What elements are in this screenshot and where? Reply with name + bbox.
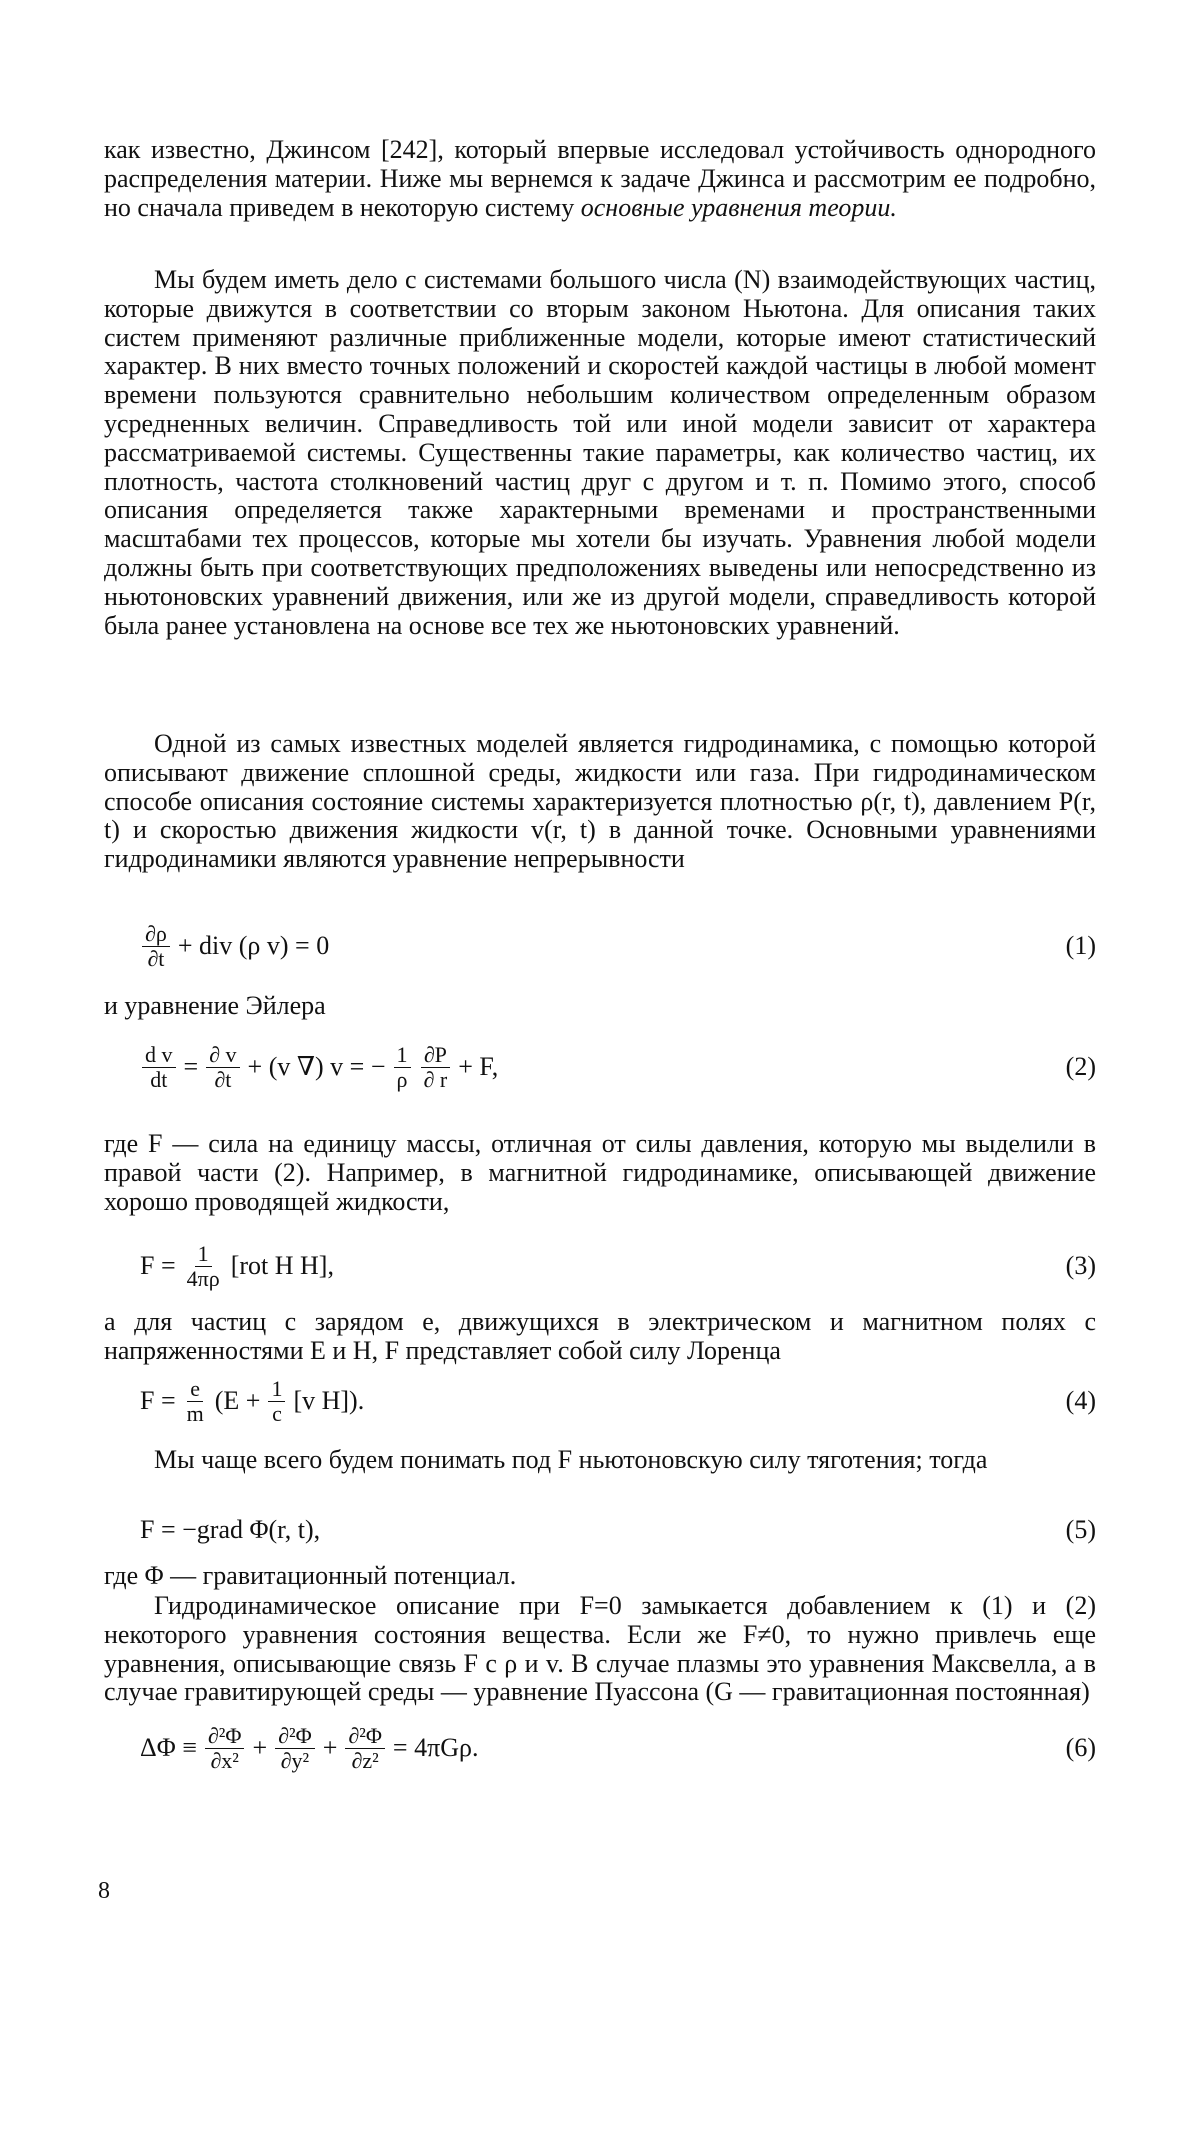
paragraph-models: Мы будем иметь дело с системами большого числа (N) взаимодействующих частиц, которые движутся в соответствии со вторым законом Ньютона. Для описания таких систем применяют различные приближенные модели, которые имеют статистический характер. В них вместо точных положений и скоростей каждой частицы в любой момент времени пользуются сравнительно небольшим количеством определенным образом усредненных величин. Справедливость той или иной модели зависит от характера рассматриваемой системы. Существенны такие параметры, как количество частиц, их плотность, частота столкновений частиц друг с другом и т. п. Помимо этого, способ описания определяется также характерными временами и пространственными масштабами тех процессов, которые мы хотели бы изучать. Уравнения любой модели должны быть при соответствующих предположениях выведены или непосредственно из ньютоновских уравнений движения, или же из другой модели, справедливость которой была ранее установлена на основе все тех же ньютоновских уравнений. bbox=[104, 266, 1096, 640]
equation-5: F = −grad Φ(r, t), (5) bbox=[140, 1510, 1096, 1550]
page-number: 8 bbox=[98, 1878, 110, 1905]
paragraph-potential: где Φ — гравитационный потенциал. bbox=[104, 1562, 1096, 1591]
equation-3: F = 1 4πρ [rot H H], (3) bbox=[140, 1236, 1096, 1296]
paragraph-intro bbox=[104, 136, 1096, 222]
paragraph-intro-italic: основные уравнения теории. bbox=[581, 193, 897, 222]
equation-6: ΔΦ ≡ ∂²Φ ∂x² + ∂²Φ ∂y² + ∂²Φ ∂z² = 4πGρ. (6) bbox=[140, 1718, 1096, 1778]
equation-1: ∂ρ ∂t + div (ρ v) = 0 (1) bbox=[140, 918, 1096, 974]
equation-4: F = e m (E + 1 c [v H]). (4) bbox=[140, 1372, 1096, 1430]
paragraph-hydrodynamics: Одной из самых известных моделей является гидродинамика, с помощью которой описывают движение сплошной среды, жидкости или газа. При гидродинамическом способе описания состояние системы характеризуется плотностью ρ(r, t), давлением P(r, t) и скоростью движения жидкости v(r, t) в данной точке. Основными уравнениями гидродинамики являются уравнение непрерывности bbox=[104, 730, 1096, 874]
equation-number-4: (4) bbox=[1066, 1386, 1096, 1416]
paragraph-closure: Гидродинамическое описание при F=0 замыкается добавлением к (1) и (2) некоторого уравнения состояния вещества. Если же F≠0, то нужно привлечь еще уравнения, описывающие связь F с ρ и v. В случае плазмы это уравнения Максвелла, а в случае гравитирующей среды — уравнение Пуассона (G — гравитационная постоянная) bbox=[104, 1592, 1096, 1707]
equation-number-6: (6) bbox=[1066, 1733, 1096, 1763]
paragraph-gravity: Мы чаще всего будем понимать под F ньютоновскую силу тяготения; тогда bbox=[104, 1446, 1096, 1475]
paragraph-force: где F — сила на единицу массы, отличная от силы давления, которую мы выделили в правой части (2). Например, в магнитной гидродинамике, описывающей движение хорошо проводящей жидкости, bbox=[104, 1130, 1096, 1216]
paragraph-euler-intro: и уравнение Эйлера bbox=[104, 992, 1096, 1021]
equation-number-3: (3) bbox=[1066, 1251, 1096, 1281]
book-page bbox=[0, 0, 1200, 2152]
paragraph-intro-text: как известно, Джинсом [242], который впервые исследовал устойчивость однородного распределения материи. Ниже мы вернемся к задаче Джинса и рассмотрим ее подробно, но сначала приведем в некоторую систему bbox=[104, 135, 1096, 222]
paragraph-lorentz: а для частиц с зарядом e, движущихся в электрическом и магнитном полях с напряженностями E и H, F представляет собой силу Лоренца bbox=[104, 1308, 1096, 1366]
equation-number-2: (2) bbox=[1066, 1052, 1096, 1082]
equation-number-5: (5) bbox=[1066, 1515, 1096, 1545]
equation-2: d v dt = ∂ v ∂t + (v ∇) v = − 1 ρ ∂P ∂ r + F, (2) bbox=[140, 1036, 1096, 1098]
equation-number-1: (1) bbox=[1066, 931, 1096, 961]
eq1-fraction: ∂ρ ∂t bbox=[142, 922, 170, 971]
